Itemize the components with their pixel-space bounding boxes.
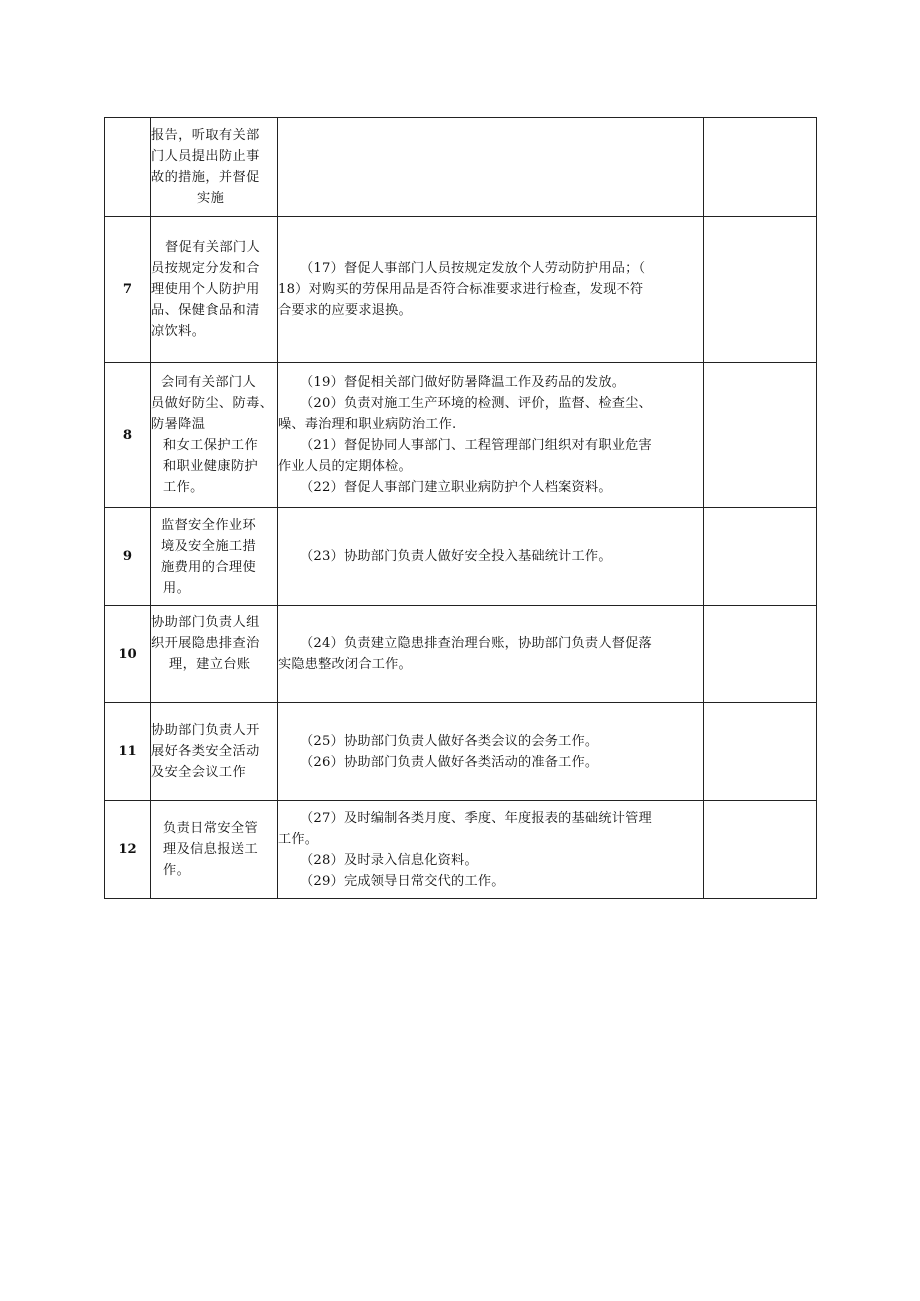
duty-description: [151, 118, 278, 217]
duty-line: 实施: [197, 191, 225, 206]
duty-line: 工作。: [163, 480, 204, 495]
duty-line: 故的措施，并督促: [151, 170, 260, 185]
duty-line: 协助部门负责人组: [151, 615, 260, 630]
table-row: [105, 508, 817, 606]
duty-line: 报告，听取有关部: [151, 128, 260, 143]
duty-line: 施费用的合理使: [161, 559, 257, 575]
remarks-cell: [704, 801, 817, 899]
duty-description: [151, 801, 278, 899]
detail-line: 实隐患整改闭合工作。: [278, 657, 412, 672]
duty-line: 理及信息报送工: [163, 842, 259, 857]
detail-line: （24）负责建立隐患排查治理台账，协助部门负责人督促落: [300, 636, 652, 651]
row-number: [105, 118, 151, 217]
table-row: [105, 801, 817, 899]
table-row: [105, 703, 817, 801]
duty-line: 作。: [163, 863, 191, 878]
duty-line: 监督安全作业环: [161, 517, 257, 533]
duty-line: 及安全会议工作: [151, 765, 247, 780]
duty-line: 凉饮料。: [151, 324, 206, 339]
duty-description: [151, 217, 278, 363]
detail-line: （26）协助部门负责人做好各类活动的准备工作。: [300, 754, 599, 770]
remarks-cell: [704, 508, 817, 606]
duty-line: 员做好防尘、防毒、: [151, 396, 274, 411]
detail-line: 合要求的应要求退换。: [278, 303, 412, 318]
table-row: [105, 217, 817, 363]
detail-line: （20）负责对施工生产环境的检测、评价，监督、检查尘、: [300, 396, 652, 411]
detail-line: （28）及时录入信息化资料。: [300, 852, 478, 868]
duty-details: [278, 703, 704, 801]
duty-line: 员按规定分发和合: [151, 261, 260, 276]
detail-line: 18）对购买的劳保用品是否符合标准要求进行检查，发现不符: [278, 282, 644, 297]
remarks-cell: [704, 606, 817, 703]
duty-line: 和女工保护工作: [163, 438, 259, 453]
row-number: 11: [105, 703, 151, 801]
duty-line: 负责日常安全管: [163, 821, 259, 836]
duty-line: 督促有关部门人: [165, 240, 261, 255]
remarks-cell: [704, 217, 817, 363]
duty-line: 门人员提出防止事: [151, 149, 260, 164]
detail-line: （19）督促相关部门做好防暑降温工作及药品的发放。: [300, 375, 626, 390]
table-row: [105, 606, 817, 703]
detail-line: （21）督促协同人事部门、工程管理部门组织对有职业危害: [300, 438, 652, 453]
duty-line: 理，建立台账: [169, 657, 251, 672]
detail-line: （23）协助部门负责人做好安全投入基础统计工作。: [300, 549, 612, 564]
safety-duties-table: [104, 117, 817, 899]
duty-line: 会同有关部门人: [161, 375, 257, 390]
duty-description: [151, 703, 278, 801]
duty-details: [278, 508, 704, 606]
detail-line: （27）及时编制各类月度、季度、年度报表的基础统计管理: [300, 810, 652, 826]
duty-line: 境及安全施工措: [161, 538, 257, 554]
duty-line: 协助部门负责人开: [151, 723, 260, 738]
duty-details: [278, 118, 704, 217]
remarks-cell: [704, 363, 817, 508]
duty-line: 品、保健食品和清: [151, 303, 260, 318]
duty-line: 用。: [163, 580, 191, 596]
remarks-cell: [704, 703, 817, 801]
detail-line: （17）督促人事部门人员按规定发放个人劳动防护用品；（: [300, 261, 646, 276]
detail-line: 工作。: [278, 831, 319, 847]
duty-line: 和职业健康防护: [163, 459, 259, 474]
detail-line: （22）督促人事部门建立职业病防护个人档案资料。: [300, 480, 612, 495]
duty-line: 理使用个人防护用: [151, 282, 260, 297]
duty-details: [278, 217, 704, 363]
duty-line: 防暑降温: [151, 417, 206, 432]
duty-details: [278, 801, 704, 899]
remarks-cell: [704, 118, 817, 217]
duty-description: [151, 606, 278, 703]
duty-description: [151, 508, 278, 606]
table-row: [105, 118, 817, 217]
duty-line: 织开展隐患排查治: [151, 636, 260, 651]
row-number: 9: [105, 508, 151, 606]
detail-line: 作业人员的定期体检。: [278, 459, 412, 474]
detail-line: 噪、毒治理和职业病防治工作.: [278, 417, 457, 432]
duty-details: [278, 363, 704, 508]
row-number: 12: [105, 801, 151, 899]
detail-line: （29）完成领导日常交代的工作。: [300, 873, 505, 889]
row-number: 10: [105, 606, 151, 703]
spacer-line: [151, 675, 277, 696]
duty-line: 展好各类安全活动: [151, 744, 260, 759]
table-row: [105, 363, 817, 508]
duty-details: [278, 606, 704, 703]
duty-description: [151, 363, 278, 508]
row-number: 8: [105, 363, 151, 508]
detail-line: （25）协助部门负责人做好各类会议的会务工作。: [300, 733, 599, 749]
row-number: 7: [105, 217, 151, 363]
